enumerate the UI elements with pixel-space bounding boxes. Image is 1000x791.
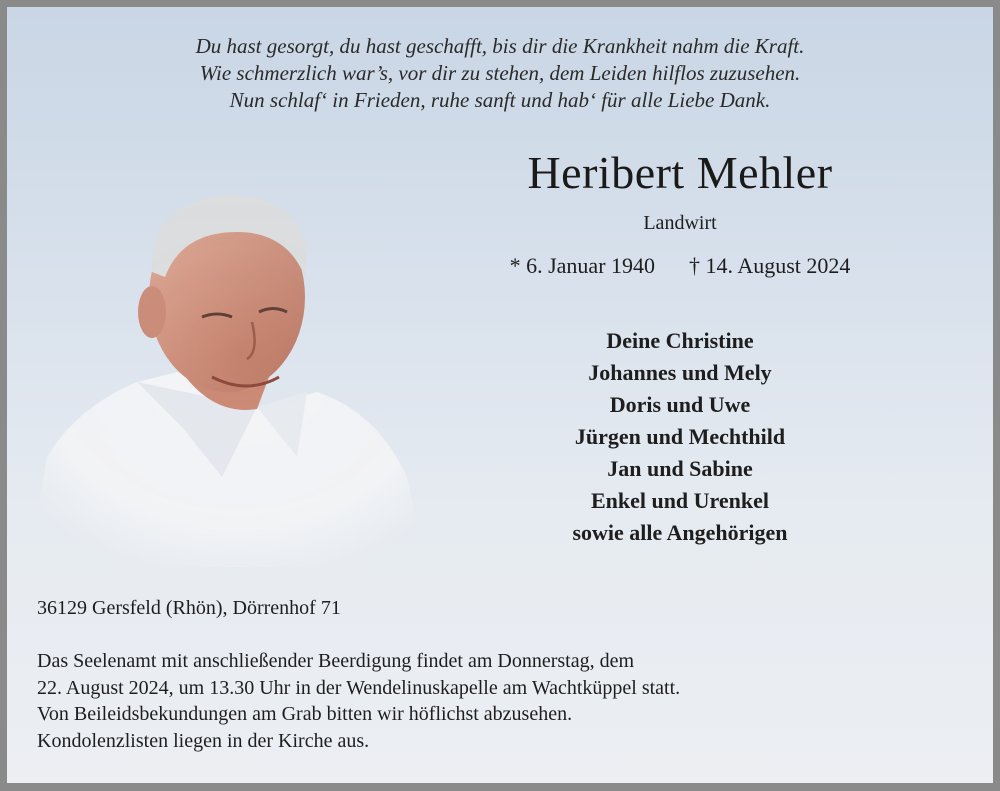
obituary-card <box>7 7 993 783</box>
deceased-name: Heribert Mehler <box>527 147 833 198</box>
poem <box>7 33 993 114</box>
poem-line: Nun schlaf‘ in Frieden, ruhe sanft und hab‘ für alle Liebe Dank. <box>229 88 771 112</box>
notice-line: Von Beileidsbekundungen am Grab bitten wir höflichst abzusehen. <box>37 703 573 725</box>
notice-line: 22. August 2024, um 13.30 Uhr in der Wendelinuskapelle am Wachtküppel statt. <box>37 676 681 699</box>
occupation: Landwirt <box>643 212 717 234</box>
mourners-list <box>467 325 893 549</box>
mourner: Doris und Uwe <box>609 392 751 417</box>
death-date: † 14. August 2024 <box>689 253 851 278</box>
address: 36129 Gersfeld (Rhön), Dörrenhof 71 <box>37 597 341 619</box>
mourner: sowie alle Angehörigen <box>572 520 788 545</box>
poem-line: Du hast gesorgt, du hast geschafft, bis dir die Krankheit nahm die Kraft. <box>195 34 805 58</box>
mourner: Johannes und Mely <box>588 360 772 385</box>
mourner: Deine Christine <box>606 328 754 353</box>
mourner: Jürgen und Mechthild <box>574 424 786 449</box>
notice-line: Kondolenzlisten liegen in der Kirche aus. <box>37 729 370 752</box>
mourner: Jan und Sabine <box>607 456 753 481</box>
funeral-notice <box>37 648 977 754</box>
portrait-photo <box>7 177 467 567</box>
notice-line: Das Seelenamt mit anschließender Beerdigung findet am Donnerstag, dem <box>37 650 635 672</box>
life-dates <box>467 253 893 279</box>
birth-date: * 6. Januar 1940 <box>509 253 656 278</box>
poem-line: Wie schmerzlich war’s, vor dir zu stehen, dem Leiden hilflos zuzusehen. <box>199 61 801 85</box>
mourner: Enkel und Urenkel <box>590 488 770 513</box>
